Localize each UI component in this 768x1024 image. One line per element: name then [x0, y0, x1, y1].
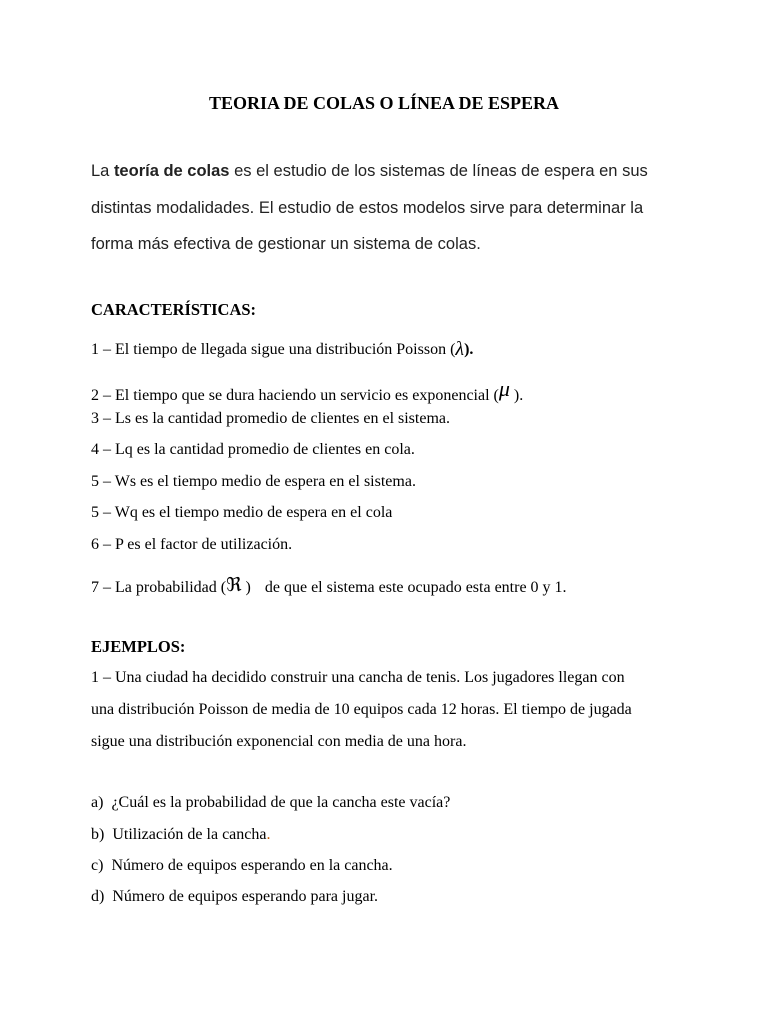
mu-symbol: μ	[498, 376, 510, 401]
caracteristica-item-5: 5 – Ws es el tiempo medio de espera en el sistema.	[91, 473, 416, 490]
question-label: d)	[91, 888, 105, 905]
question-text: Número de equipos esperando en la cancha.	[111, 857, 393, 874]
question-text: Utilización de la cancha	[112, 826, 267, 843]
question-label: b)	[91, 826, 105, 843]
question-label: a)	[91, 794, 104, 811]
caracteristica-item-1: 1 – El tiempo de llegada sigue una distribución Poisson (λ).	[91, 338, 474, 360]
problem-line-3: sigue una distribución exponencial con media de una hora.	[91, 733, 467, 750]
problem-line-2: una distribución Poisson de media de 10 equipos cada 12 horas. El tiempo de jugada	[91, 701, 632, 718]
term-bold: teoría de colas	[113, 162, 230, 180]
document-title: TEORIA DE COLAS O LÍNEA DE ESPERA	[208, 93, 560, 113]
caracteristicas-heading: CARACTERÍSTICAS:	[91, 300, 257, 319]
question-label: c)	[91, 857, 104, 874]
question-c	[91, 857, 393, 875]
caracteristica-item-3: 3 – Ls es la cantidad promedio de clientes en el sistema.	[91, 410, 450, 427]
intro-line-1: La teoría de colas es el estudio de los sistemas de líneas de espera en sus	[91, 162, 648, 180]
caracteristica-item-6: 5 – Wq es el tiempo medio de espera en el cola	[91, 504, 393, 521]
caracteristica-item-8: 7 – La probabilidad (ℜ ) de que el sistema este ocupado esta entre 0 y 1.	[91, 575, 567, 596]
question-d	[91, 888, 378, 906]
question-text: ¿Cuál es la probabilidad de que la cancha este vacía?	[111, 794, 451, 811]
ejemplos-heading: EJEMPLOS:	[91, 637, 186, 656]
real-part-symbol: ℜ	[226, 575, 242, 596]
caracteristica-item-2: 2 – El tiempo que se dura haciendo un servicio es exponencial (μ ).	[91, 376, 524, 404]
intro-line-3: forma más efectiva de gestionar un sistema de colas.	[91, 235, 481, 253]
lambda-symbol: λ	[455, 338, 465, 360]
intro-line-2: distintas modalidades. El estudio de estos modelos sirve para determinar la	[91, 199, 644, 217]
question-a	[91, 794, 450, 812]
caracteristica-item-4: 4 – Lq es la cantidad promedio de clientes en cola.	[91, 441, 415, 458]
caracteristica-item-7: 6 – P es el factor de utilización.	[91, 536, 293, 553]
question-b: b) Utilización de la cancha.	[91, 826, 271, 843]
problem-line-1: 1 – Una ciudad ha decidido construir una cancha de tenis. Los jugadores llegan con	[91, 669, 625, 686]
question-text: Número de equipos esperando para jugar.	[112, 888, 379, 905]
